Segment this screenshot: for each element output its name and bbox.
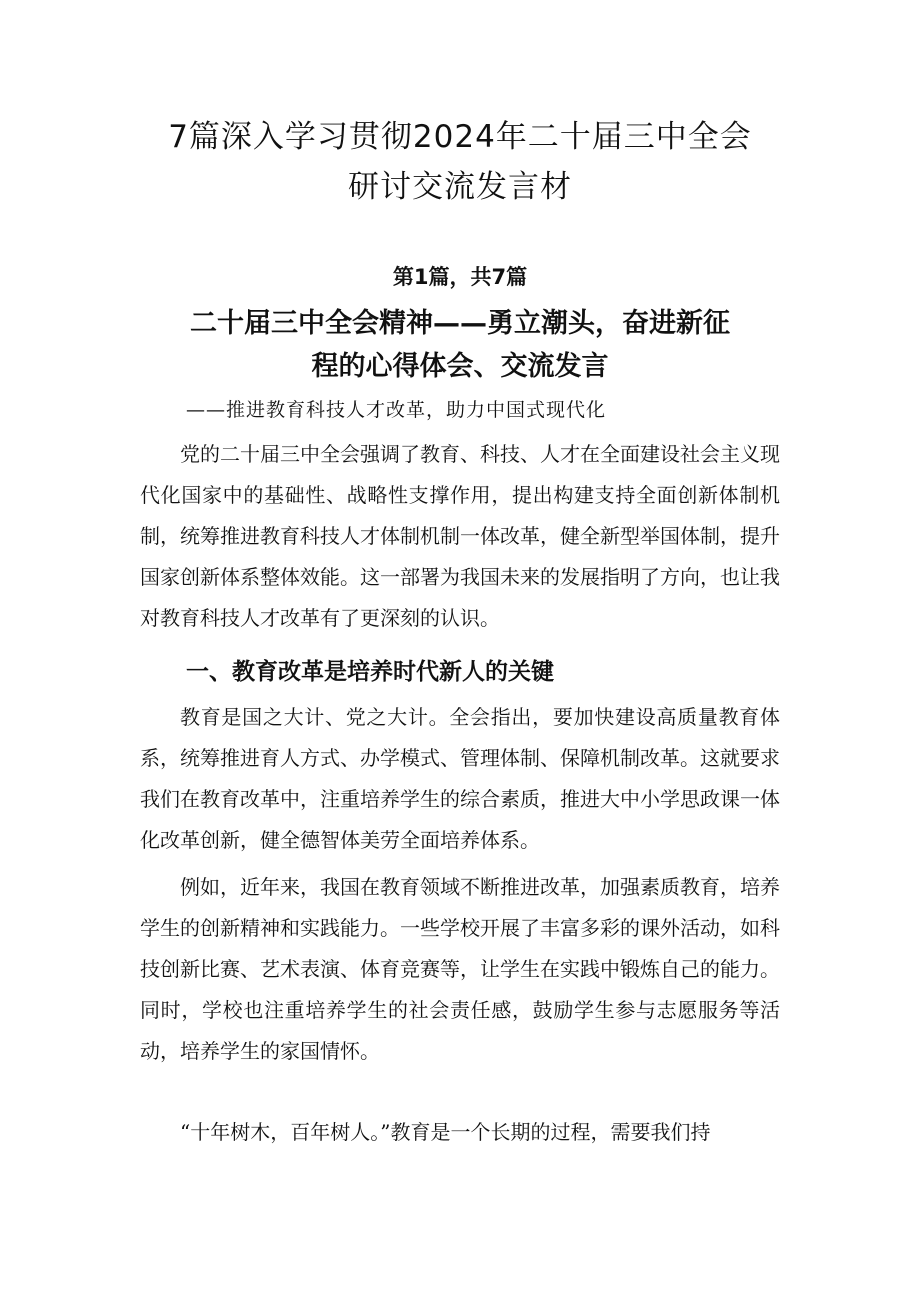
article-subtitle: ——推进教育科技人才改革，助力中国式现代化 (186, 399, 607, 421)
section-paragraph: 例如，近年来，我国在教育领域不断推进改革，加强素质教育，培养学生的创新精神和实践能力。一些学校开展了丰富多彩的课外活动，如科技创新比赛、艺术表演、体育竞赛等，让学生在实践中锻炼自己的能力。同时，学校也注重培养学生的社会责任感，鼓励学生参与志愿服务等活动，培养学生的家国情怀。 (140, 875, 780, 1063)
document-title-line-1: 7篇深入学习贯彻2024年二十届三中全会 (168, 119, 752, 155)
section-paragraph: “十年树木，百年树人。”教育是一个长期的过程，需要我们持 (180, 1120, 711, 1144)
article-title-line-1: 二十届三中全会精神——勇立潮头，奋进新征 (190, 308, 730, 339)
section-heading: 一、教育改革是培养时代新人的关键 (186, 659, 554, 685)
part-label: 第1篇，共7篇 (392, 265, 528, 289)
document-title-line-2: 研讨交流发言材 (348, 169, 572, 205)
intro-paragraph: 党的二十届三中全会强调了教育、科技、人才在全面建设社会主义现代化国家中的基础性、战略性支撑作用，提出构建支持全面创新体制机制，统筹推进教育科技人才体制机制一体改革，健全新型举国体制，提升国家创新体系整体效能。这一部署为我国未来的发展指明了方向，也让我对教育科技人才改革有了更深刻的认识。 (140, 442, 780, 630)
article-title-line-2: 程的心得体会、交流发言 (311, 351, 609, 382)
section-paragraph: 教育是国之大计、党之大计。全会指出，要加快建设高质量教育体系，统筹推进育人方式、办学模式、管理体制、保障机制改革。这就要求我们在教育改革中，注重培养学生的综合素质，推进大中小学思政课一体化改革创新，健全德智体美劳全面培养体系。 (140, 705, 780, 852)
